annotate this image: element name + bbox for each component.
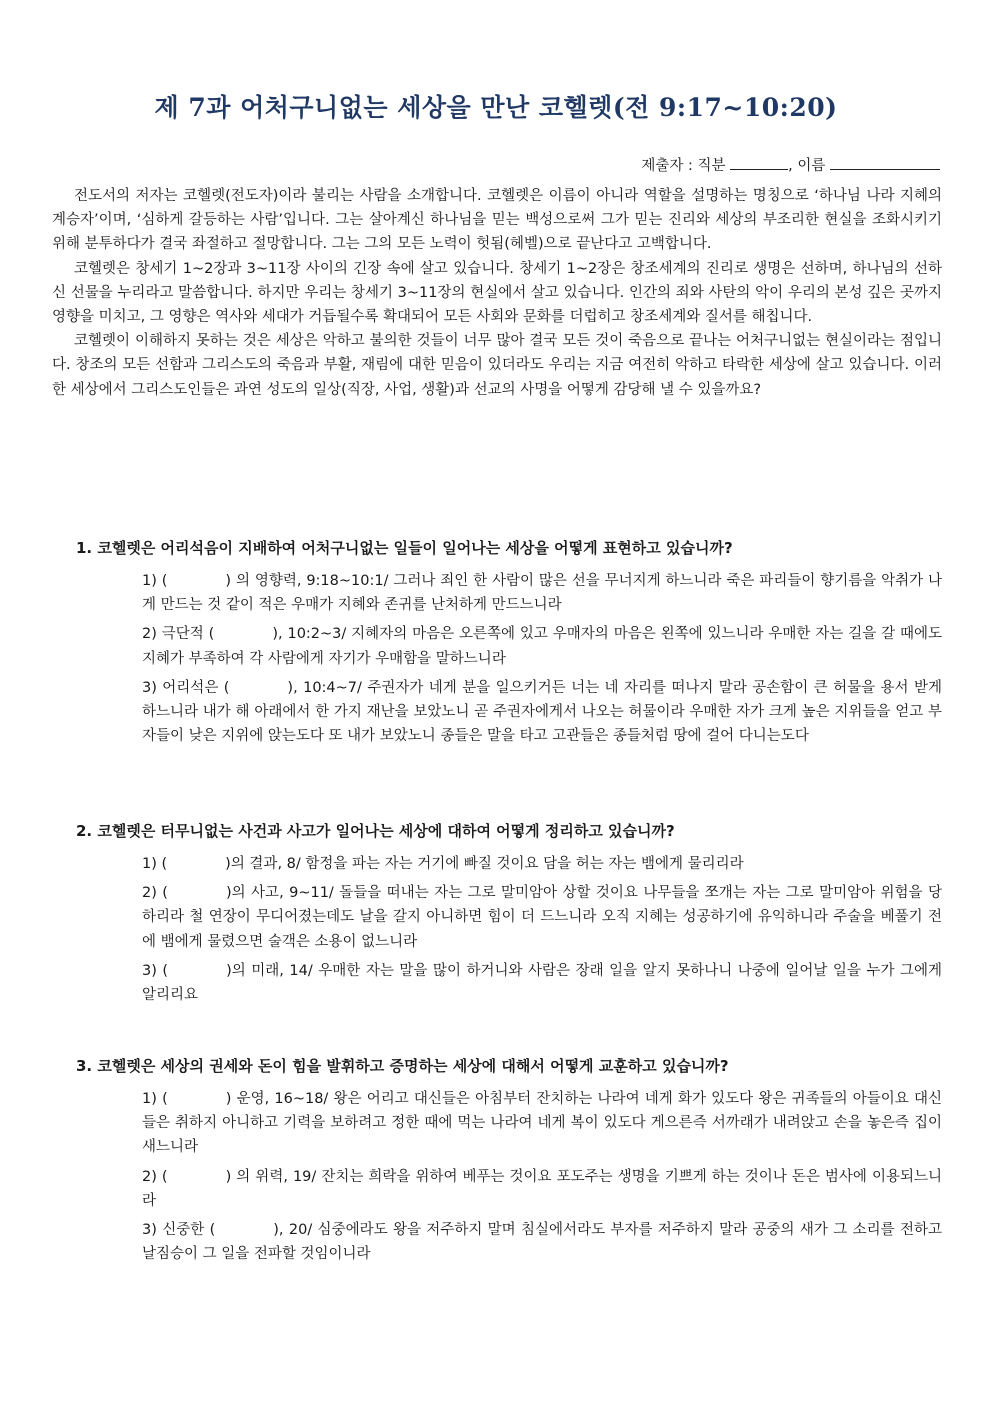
intro-paragraph: 코헬렛이 이해하지 못하는 것은 세상은 악하고 불의한 것들이 너무 많아 결국 모든 것이 죽음으로 끝나는 어처구니없는 현실이라는 점입니다. 창조의 모든 선함과 그리스도의 죽음과 부활, 재림에 대한 믿음이 있더라도 우리는 지금 여전히 악하고 타락한 세상에 살고 있습니다. 이러한 세상에서 그리스도인들은 과연 성도의 일상(직장, 사업, 생활)과 선교의 사명을 어떻게 감당해 낼 수 있을까요? (52, 333, 942, 398)
item-text: ) 의 위력, 19/ 잔치는 희락을 위하여 베푸는 것이요 포도주는 생명을 기쁘게 하는 것이나 돈은 범사에 이용되느니라 (142, 1168, 942, 1209)
item-prefix: 3) ( (142, 962, 169, 979)
item-text: ) 운영, 16~18/ 왕은 어리고 대신들은 아침부터 잔치하는 나라여 네게 화가 있도다 왕은 귀족들의 아들이요 대신들은 취하지 아니하고 기력을 보하려고 정한 때에 먹는 나라여 네게 복이 있도다 게으른즉 서까래가 내려앉고 손을 놓은즉 집이 새느니라 (142, 1091, 942, 1156)
page-title: 제 7과 어처구니없는 세상을 만난 코헬렛(전 9:17~10:20) (154, 93, 838, 122)
question-3-items (142, 1087, 942, 1271)
list-item (142, 622, 942, 670)
submitter-name-label: , 이름 (788, 158, 826, 174)
question-1-items (142, 569, 942, 753)
item-prefix: 2) ( (142, 1168, 168, 1185)
item-text: )의 미래, 14/ 우매한 자는 말을 많이 하거니와 사람은 장래 일을 알지 못하나니 나중에 일어날 일을 누가 그에게 알리리요 (142, 962, 942, 1004)
item-prefix: 3) 어리석은 ( (142, 679, 230, 696)
list-item (142, 1218, 942, 1266)
item-text: ), 10:2~3/ 지혜자의 마음은 오른쪽에 있고 우매자의 마음은 왼쪽에 있느니라 우매한 자는 길을 갈 때에도 지혜가 부족하여 각 사람에게 자기가 우매함을 말하느니라 (142, 626, 942, 667)
role-blank-line (730, 155, 788, 170)
item-prefix: 2) ( (142, 885, 168, 902)
submitter-role-label: 제출자 : 직분 (641, 158, 726, 174)
list-item (142, 569, 942, 617)
submitter-line (641, 154, 940, 175)
item-prefix: 3) 신중한 ( (142, 1222, 216, 1239)
item-text: ) 의 영향력, 9:18~10:1/ 그러나 죄인 한 사람이 많은 선을 무너지게 하느니라 죽은 파리들이 향기름을 악취가 나게 만드는 것 같이 적은 우매가 지혜와 존귀를 난처하게 만드느니라 (142, 573, 942, 614)
list-item (142, 1087, 942, 1160)
item-prefix: 1) ( (142, 856, 168, 872)
item-text: )의 결과, 8/ 함정을 파는 자는 거기에 빠질 것이요 담을 허는 자는 뱀에게 물리리라 (225, 856, 744, 872)
intro-paragraph: 코헬렛은 창세기 1~2장과 3~11장 사이의 긴장 속에 살고 있습니다. 창세기 1~2장은 창조세계의 진리로 생명은 선하며, 하나님의 선하신 선물을 누리라고 말씀합니다. 하지만 우리는 창세기 3~11장의 현실에서 살고 있습니다. 인간의 죄와 사탄의 악이 우리의 본성 깊은 곳까지 영향을 미치고, 그 영향은 역사와 세대가 거듭될수록 확대되어 모든 사회와 문화를 더럽히고 창조세계와 질서를 해칩니다. (52, 260, 942, 326)
name-blank-line (830, 155, 940, 170)
list-item (142, 881, 942, 954)
question-2-items (142, 852, 942, 1012)
intro-section (52, 184, 942, 402)
list-item (142, 676, 942, 749)
item-text: ), 20/ 심중에라도 왕을 저주하지 말며 침실에서라도 부자를 저주하지 말라 공중의 새가 그 소리를 전하고 날짐승이 그 일을 전파할 것임이니라 (142, 1222, 942, 1263)
list-item (142, 852, 942, 876)
intro-paragraph: 전도서의 저자는 코헬렛(전도자)이라 불리는 사람을 소개합니다. 코헬렛은 이름이 아니라 역할을 설명하는 명칭으로 ‘하나님 나라 지혜의 계승자’이며, ‘심하게 갈등하는 사람’입니다. 그는 살아계신 하나님을 믿는 백성으로써 그가 믿는 진리와 세상의 부조리한 현실을 조화시키기 위해 분투하다가 결국 좌절하고 절망합니다. 그는 그의 모든 노력이 헛됨(헤벨)으로 끝난다고 고백합니다. (52, 188, 942, 253)
list-item (142, 1165, 942, 1213)
item-prefix: 1) ( (142, 1091, 168, 1107)
item-prefix: 1) ( (142, 573, 168, 589)
question-2: 2. 코헬렛은 터무니없는 사건과 사고가 일어나는 세상에 대하여 어떻게 정리하고 있습니까? (76, 822, 675, 840)
question-1: 1. 코헬렛은 어리석음이 지배하여 어처구니없는 일들이 일어나는 세상을 어떻게 표현하고 있습니까? (76, 539, 733, 557)
question-3: 3. 코헬렛은 세상의 권세와 돈이 힘을 발휘하고 증명하는 세상에 대해서 어떻게 교훈하고 있습니까? (76, 1057, 729, 1075)
item-text: ), 10:4~7/ 주권자가 네게 분을 일으키거든 너는 네 자리를 떠나지 말라 공손함이 큰 허물을 용서 받게 하느니라 내가 해 아래에서 한 가지 재난을 보았노니 곧 주권자에게서 나오는 허물이라 우매한 자가 크게 높은 지위들을 얻고 부자들이 낮은 지위에 앉는도다 또 내가 보았노니 종들은 말을 타고 고관들은 종들처럼 땅에 걸어 다니는도다 (142, 679, 942, 745)
item-text: )의 사고, 9~11/ 돌들을 떠내는 자는 그로 말미암아 상할 것이요 나무들을 쪼개는 자는 그로 말미암아 위험을 당하리라 철 연장이 무디어졌는데도 날을 갈지 아니하면 힘이 더 드느니라 오직 지혜는 성공하기에 유익하니라 주술을 베풀기 전에 뱀에게 물렸으면 술객은 소용이 없느니라 (142, 885, 942, 950)
list-item (142, 959, 942, 1007)
item-prefix: 2) 극단적 ( (142, 626, 215, 643)
